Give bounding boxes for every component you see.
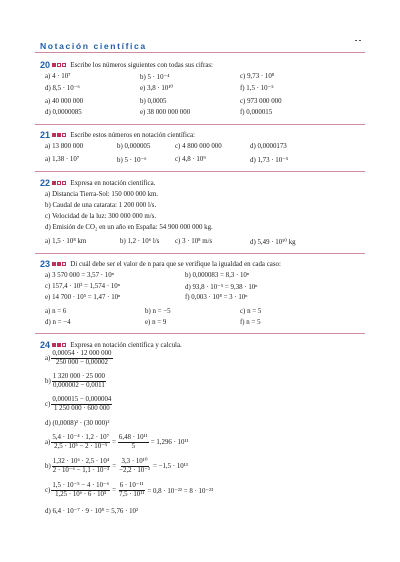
exercise-22-header	[40, 178, 155, 188]
answer: b) n = −5	[145, 308, 171, 315]
item: b) 5 · 10⁻⁴	[140, 74, 170, 81]
item: d) 93,8 · 10⁻⁵ = 9,38 · 10ⁿ	[185, 284, 258, 291]
exercise-item-d: d) (0,0008)² · (30 000)²	[45, 420, 110, 427]
exercise-divider	[35, 253, 365, 254]
numerator: 5,4 · 10⁻⁴ · 1,2 · 10⁷	[52, 434, 110, 441]
result: = 0,8 · 10⁻²² = 8 · 10⁻²³	[147, 487, 214, 495]
section-rule	[35, 52, 365, 53]
item: b) 0,000083 = 8,3 · 10ⁿ	[185, 272, 250, 279]
exercise-row	[45, 73, 370, 82]
exercise-item: c) Velocidad de la luz: 300 000 000 m/s.	[45, 213, 157, 220]
item: a) 4 · 10⁷	[45, 73, 71, 80]
exercise-statement: Expresa en notación científica.	[70, 179, 156, 187]
result: = −1,5 · 10¹³	[152, 463, 188, 470]
answer: a) 1,38 · 10⁷	[45, 156, 80, 163]
denominator: 2 · 10⁻⁶ − 1,1 · 10⁻³	[52, 467, 110, 474]
answer: a) 1,5 · 10⁸ km	[45, 238, 87, 245]
answer: b) 5 · 10⁻⁶	[117, 157, 147, 164]
exercise-item-b	[45, 373, 106, 390]
numerator: 0,000015 − 0,000004	[52, 396, 112, 403]
exercise-number: 20	[40, 60, 51, 70]
item: b) 0,000005	[117, 143, 151, 150]
exercise-row	[45, 143, 370, 152]
numerator: 6 · 10⁻¹¹	[119, 482, 144, 489]
item: a) 3 570 000 = 3,57 · 10ⁿ	[45, 272, 114, 279]
answer-row	[45, 319, 370, 328]
difficulty-icon	[52, 262, 66, 266]
answer: f) 0,000015	[240, 109, 273, 116]
item: c) 9,73 · 10⁸	[240, 73, 275, 80]
answer: c) 3 · 10⁸ m/s	[175, 238, 213, 245]
denominator: 2,5 · 10⁵ − 2 · 10⁻⁵	[54, 443, 108, 450]
exercise-statement: Escribe estos números en notación científica:	[70, 131, 195, 139]
item: d) 8,5 · 10⁻⁶	[45, 85, 80, 92]
exercise-21-header	[40, 130, 195, 140]
answer-row	[45, 238, 370, 247]
solution-b	[45, 458, 190, 475]
exercise-row	[45, 294, 370, 303]
item-label: a)	[45, 439, 51, 446]
exercise-divider	[35, 171, 365, 172]
answer: a) n = 6	[45, 308, 67, 315]
difficulty-icon	[52, 343, 66, 347]
exercise-number: 23	[40, 259, 51, 269]
exercise-number: 21	[40, 130, 51, 140]
answer: c) 973 000 000	[240, 98, 282, 105]
exercise-number: 22	[40, 178, 51, 188]
exercise-statement: Di cuál debe ser el valor de n para que se verifique la igualdad en cada caso:	[70, 260, 281, 268]
answer: d) 5,49 · 10¹⁰ kg	[250, 239, 296, 246]
item: a) 13 800 000	[45, 143, 84, 150]
solution-c	[45, 482, 215, 499]
answer: c) 4,8 · 10⁹	[175, 156, 206, 163]
difficulty-icon	[52, 63, 66, 67]
item: d) 0,0000173	[250, 143, 287, 150]
item-label: a)	[45, 355, 51, 362]
answer: e) 38 000 000 000	[140, 109, 191, 116]
item: f) 0,003 · 10⁸ = 3 · 10ⁿ	[185, 294, 248, 301]
exercise-row	[45, 283, 370, 292]
numerator: 1,5 · 10⁻⁵ − 4 · 10⁻⁶	[52, 482, 110, 489]
item: e) 14 700 · 10⁵ = 1,47 · 10ⁿ	[45, 294, 121, 301]
equals-sign: =	[112, 487, 116, 494]
answer: b) 1,2 · 10⁶ l/s	[120, 238, 160, 245]
answer-row	[45, 308, 370, 317]
solution-d: d) 6,4 · 10⁻⁷ · 9 · 10⁸ = 5,76 · 10²	[45, 508, 139, 515]
exercise-item-a	[45, 350, 113, 367]
numerator: 3,3 · 10¹⁰	[121, 458, 148, 465]
numerator: 6,48 · 10¹¹	[118, 434, 148, 441]
exercise-item: b) Caudal de una catarata: 1 200 000 l/s.	[45, 202, 157, 209]
denominator: 1,25 · 10⁶ · 6 · 10⁵	[55, 491, 107, 498]
exercise-item: d) Emisión de CO₂ en un año en España: 54 900 000 000 kg.	[45, 224, 213, 231]
numerator: 0,00054 · 12 000 000	[52, 350, 112, 357]
exercise-divider	[35, 333, 365, 334]
fraction	[51, 482, 110, 499]
difficulty-icon	[52, 181, 66, 185]
answer: d) n = −4	[45, 319, 71, 326]
item-label: b)	[45, 463, 51, 470]
fraction	[51, 434, 110, 451]
equals-sign: =	[112, 463, 117, 470]
answer-row	[45, 156, 370, 165]
section-title: Notación científica	[40, 41, 147, 51]
fraction	[118, 434, 149, 451]
fraction	[52, 458, 110, 475]
exercise-24-header	[40, 340, 182, 350]
answer: d) 0,0000085	[45, 109, 82, 116]
exercise-item: a) Distancia Tierra-Sol: 150 000 000 km.	[45, 191, 159, 198]
item-label: b)	[45, 378, 51, 385]
exercise-row	[45, 84, 370, 93]
difficulty-icon	[52, 133, 66, 137]
exercise-statement: Escribe los números siguientes con todas sus cifras:	[70, 61, 213, 69]
item-label: c)	[45, 487, 51, 494]
denominator: 0,000002 − 0,0011	[52, 382, 105, 389]
answer: b) 0,0005	[140, 98, 167, 105]
answer: d) 1,73 · 10⁻⁵	[250, 157, 289, 164]
solution-a	[45, 434, 191, 451]
exercise-20-header	[40, 60, 213, 70]
fraction	[51, 396, 112, 413]
numerator: 1,32 · 10⁶ · 2,5 · 10⁴	[52, 458, 110, 465]
exercise-row	[45, 272, 370, 281]
answer-row	[45, 98, 370, 107]
fraction	[52, 373, 106, 390]
item-label: c)	[45, 401, 51, 408]
numerator: 1 320 000 · 25 000	[52, 373, 106, 380]
denominator: 7,5 · 10¹¹	[118, 491, 145, 498]
equals-sign: =	[112, 439, 116, 446]
exercise-statement: Expresa en notación científica y calcula.	[70, 341, 182, 349]
answer: a) 40 000 000	[45, 98, 84, 105]
answer: e) n = 9	[145, 319, 167, 326]
denominator: 250 000 − 0,00002	[55, 359, 108, 366]
item: c) 4 800 000 000	[175, 143, 222, 150]
denominator: −2,2 · 10⁻³	[119, 467, 150, 474]
answer: f) n = 5	[240, 319, 261, 326]
exercise-item-c	[45, 396, 112, 413]
fraction	[118, 482, 145, 499]
exercise-divider	[35, 124, 365, 125]
denominator: 1 250 000 · 600 000	[54, 405, 110, 412]
fraction	[51, 350, 112, 367]
item: f) 1,5 · 10⁻⁵	[240, 85, 274, 92]
denominator: 5	[131, 443, 136, 450]
exercise-23-header	[40, 259, 281, 269]
answer-row	[45, 109, 370, 118]
answer: c) n = 5	[240, 308, 262, 315]
exercise-number: 24	[40, 340, 51, 350]
item: c) 157,4 · 10³ = 1,574 · 10ⁿ	[45, 283, 120, 290]
result: = 1,296 · 10¹¹	[150, 439, 189, 446]
fraction	[118, 458, 151, 475]
item: e) 3,8 · 10¹⁰	[140, 85, 174, 92]
corner-mark	[355, 36, 363, 38]
